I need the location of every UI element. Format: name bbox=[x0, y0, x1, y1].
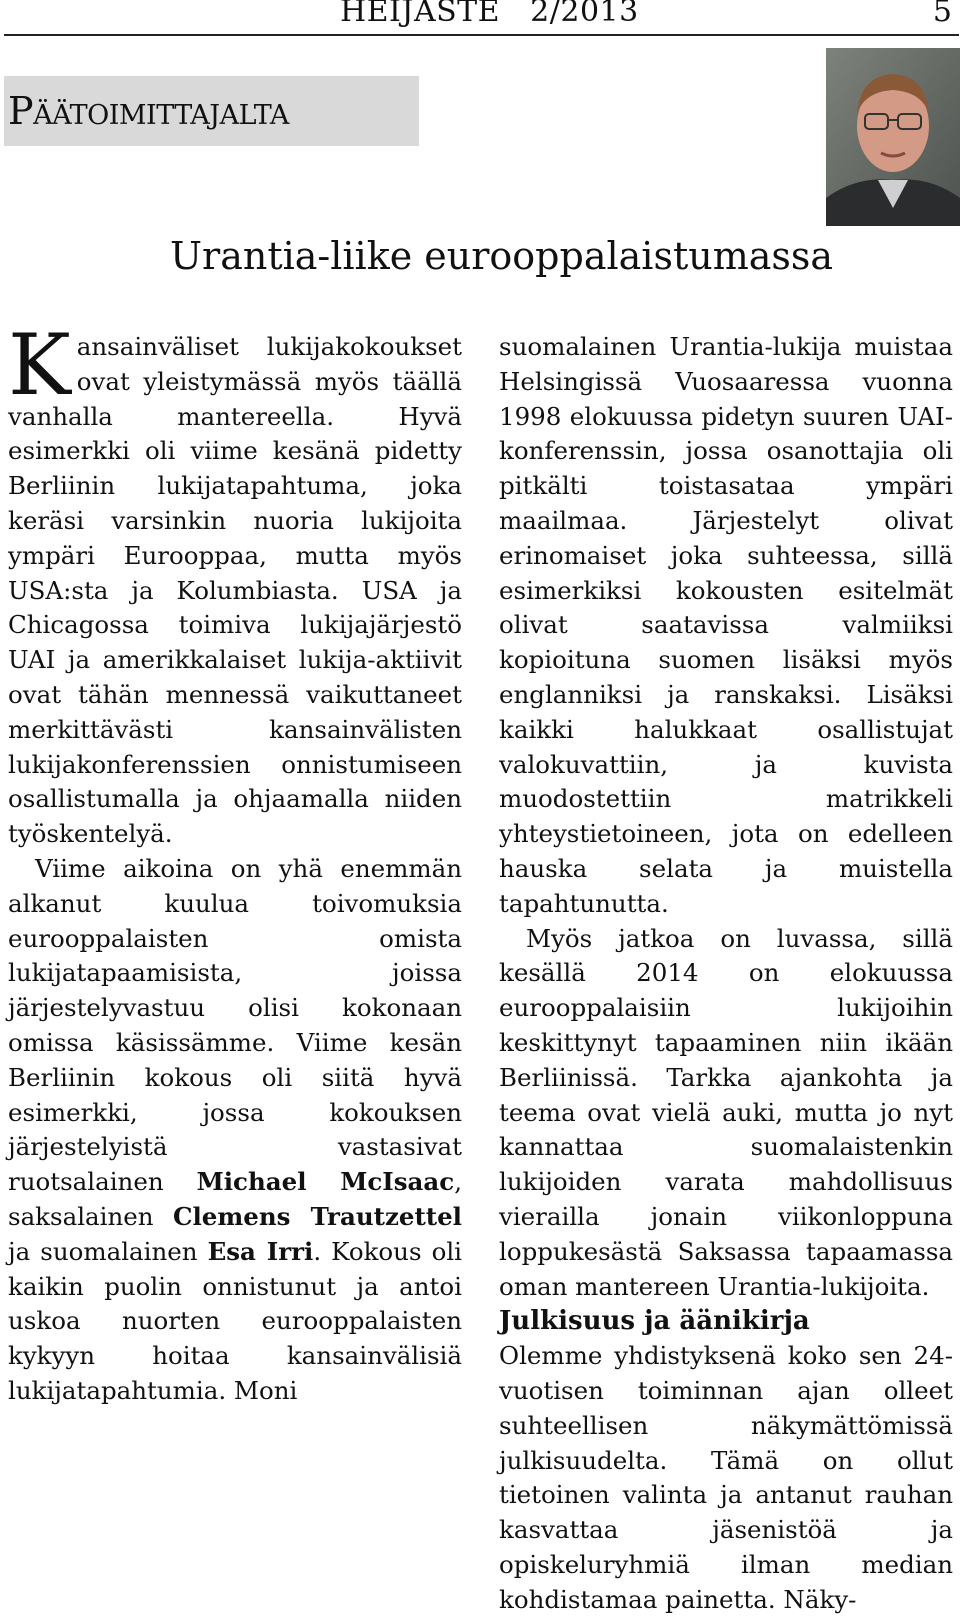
article-column-right bbox=[499, 330, 953, 1617]
person-name: Michael McIsaac bbox=[196, 1167, 455, 1197]
paragraph-2-continued: suomalainen Urantia-lukija muistaa Helsingissä Vuosaaressa vuonna 1998 elokuussa pidetyn suuren UAI-konferenssin, jossa osanottajia oli pitkälti toistasataa ympäri maailmaa. Järjestelyt olivat erinomaiset joka suhteessa, sillä esimerkiksi kokousten esitelmät olivat saatavissa valmiiksi kopioituna suomen lisäksi myös englanniksi ja ranskaksi. Lisäksi kaikki halukkaat osallistujat valokuvattiin, ja kuvista muodostettiin matrikkeli yhteystietoineen, jota on edelleen hauska selata ja muistella tapahtunutta. bbox=[499, 332, 953, 918]
person-name: Esa Irri bbox=[207, 1236, 314, 1266]
article-column-left bbox=[8, 316, 463, 1409]
paragraph-2: Viime aikoina on yhä enemmän alkanut kuulua toivomuksia eurooppalaisten omista lukijatapaamisista, joissa järjestelyvastuu olisi kokonaan omissa käsissämme. Viime kesän Berliinin kokous oli siitä hyvä esimerkki, jossa kokouksen järjestelyistä vastasivat ruotsalainen Michael McIsaac, saksalainen Clemens Trautzettel ja suomalainen Esa Irri. Kokous oli kaikin puolin onnistunut ja antoi uskoa nuorten eurooppalaisten kykyyn hoitaa kansainvälisiä lukijatapahtumia. Moni bbox=[8, 853, 463, 1405]
paragraph-1: Kansainväliset lukijakokoukset ovat yleistymässä myös täällä vanhalla mantereella. Hyvä esimerkki oli viime kesänä pidetty Berliinin lukijatapahtuma, joka keräsi varsinkin nuoria lukijoita ympäri Eurooppaa, mutta myös USA:sta ja Kolumbiasta. USA ja Chicagossa toimiva lukijajärjestö UAI ja amerikkalaiset lukija-aktiivit ovat tähän mennessä vaikuttaneet merkittävästi kansainvälisten lukijakonferenssien onnistumiseen osallistumalla ja ohjaamalla niiden työskentelyä. bbox=[8, 316, 462, 849]
header-rule bbox=[4, 34, 959, 36]
page-number: 5 bbox=[932, 0, 952, 29]
article-title: Urantia-liike eurooppalaistumassa bbox=[170, 234, 834, 278]
publication-issue: HEIJASTE 2/2013 bbox=[340, 0, 639, 29]
running-header bbox=[0, 0, 960, 34]
paragraph-4: Olemme yhdistyksenä koko sen 24-vuotisen toiminnan ajan olleet suhteellisen näkymättömissä julkisuudelta. Tämä on ollut tietoinen valinta ja antanut rauhan kasvattaa jäsenistöä ja opiskeluryhmiä ilman median kohdistamaa painetta. Näky- bbox=[499, 1341, 953, 1614]
subheading: Julkisuus ja äänikirja bbox=[499, 1306, 810, 1337]
paragraph-3: Myös jatkoa on luvassa, sillä kesällä 2014 on elokuussa eurooppalaisiin lukijoihin keskittynyt tapaaminen niin ikään Berliinissä. Tarkka ajankohta ja teema ovat vielä auki, mutta jo nyt kannattaa suomalaistenkin lukijoiden varata mahdollisuus vierailla jonain viikonloppuna loppukesästä Saksassa tapaamassa oman mantereen Urantia-lukijoita. bbox=[499, 923, 953, 1301]
drop-cap: K bbox=[8, 316, 71, 414]
author-photo bbox=[826, 48, 960, 226]
section-label: Päätoimittajalta bbox=[4, 76, 419, 146]
person-name: Clemens Trautzettel bbox=[172, 1201, 462, 1231]
